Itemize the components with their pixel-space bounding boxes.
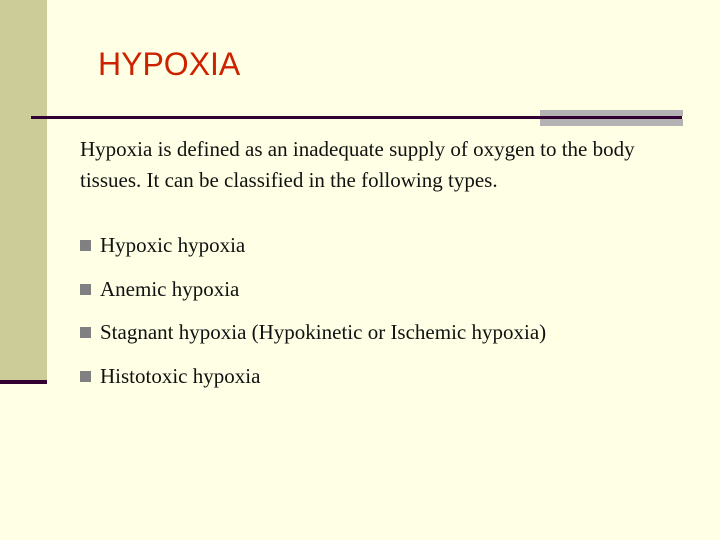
square-bullet-icon	[80, 371, 91, 382]
intro-paragraph: Hypoxia is defined as an inadequate supply of oxygen to the body tissues. It can be classified in the following types.	[80, 137, 635, 192]
square-bullet-icon	[80, 327, 91, 338]
list-item	[80, 228, 546, 272]
square-bullet-icon	[80, 240, 91, 251]
list-item	[80, 359, 546, 403]
list-item	[80, 272, 546, 316]
title-rule-accent-bottom	[540, 119, 683, 126]
square-bullet-icon	[80, 284, 91, 295]
slide-title: HYPOXIA	[98, 46, 241, 82]
list-item	[80, 315, 546, 359]
list-item-label: Stagnant hypoxia (Hypokinetic or Ischemic hypoxia)	[100, 320, 547, 344]
list-item-label: Histotoxic hypoxia	[100, 363, 261, 388]
left-decorative-bar	[0, 0, 47, 384]
left-bar-underline	[0, 380, 47, 384]
hypoxia-types-list	[80, 228, 546, 402]
list-item-label: Anemic hypoxia	[100, 276, 240, 301]
list-item-label: Hypoxic hypoxia	[100, 233, 246, 257]
title-divider-rule	[31, 116, 682, 119]
